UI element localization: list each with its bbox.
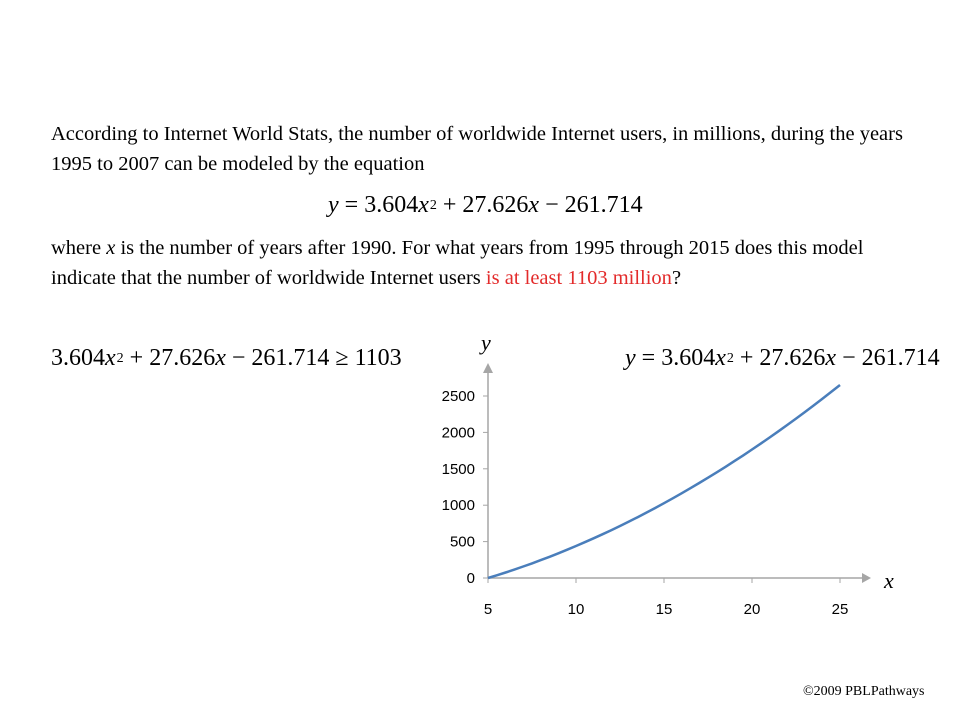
x-tick-label: 15 [655, 601, 673, 618]
series-line [488, 385, 840, 578]
inequality: $3.604x^2 + 27.626x - 261.714 \ge 1103$ [51, 345, 402, 371]
problem-question: where x is the number of years after 1990. For what years from 1995 through 2015 does this model indicate that the number of worldwide Internet users is at least 1103 million? [51, 237, 864, 289]
problem-intro: According to Internet World Stats, the number of worldwide Internet users, in millions, during the years 1995 to 2007 can be modeled by the equation [51, 123, 903, 175]
x-tick-label: 25 [831, 601, 849, 618]
y-tick-label: 1000 [441, 497, 475, 515]
y-tick-label: 1500 [441, 460, 475, 478]
y-tick-label: 500 [449, 533, 475, 551]
model-equation: $y = 3.604x^2 + 27.626x - 261.714$ [328, 192, 643, 218]
y-axis-arrow [483, 363, 493, 373]
x-tick-label: 10 [567, 601, 585, 618]
y-tick-label: 2500 [441, 388, 475, 405]
x-axis-arrow [862, 573, 871, 583]
x-tick-label: 20 [743, 601, 761, 618]
x-axis-variable: x [884, 568, 894, 593]
y-tick-label: 0 [466, 570, 475, 587]
copyright: ©2009 PBLPathways [803, 684, 925, 699]
y-axis-variable: y [481, 330, 491, 355]
y-tick-label: 2000 [441, 424, 475, 442]
x-tick-label: 5 [483, 601, 493, 618]
chart-equation: $y = 3.604x^2 + 27.626x - 261.714$ [625, 345, 940, 371]
highlight-condition: is at least 1103 million [485, 267, 672, 289]
